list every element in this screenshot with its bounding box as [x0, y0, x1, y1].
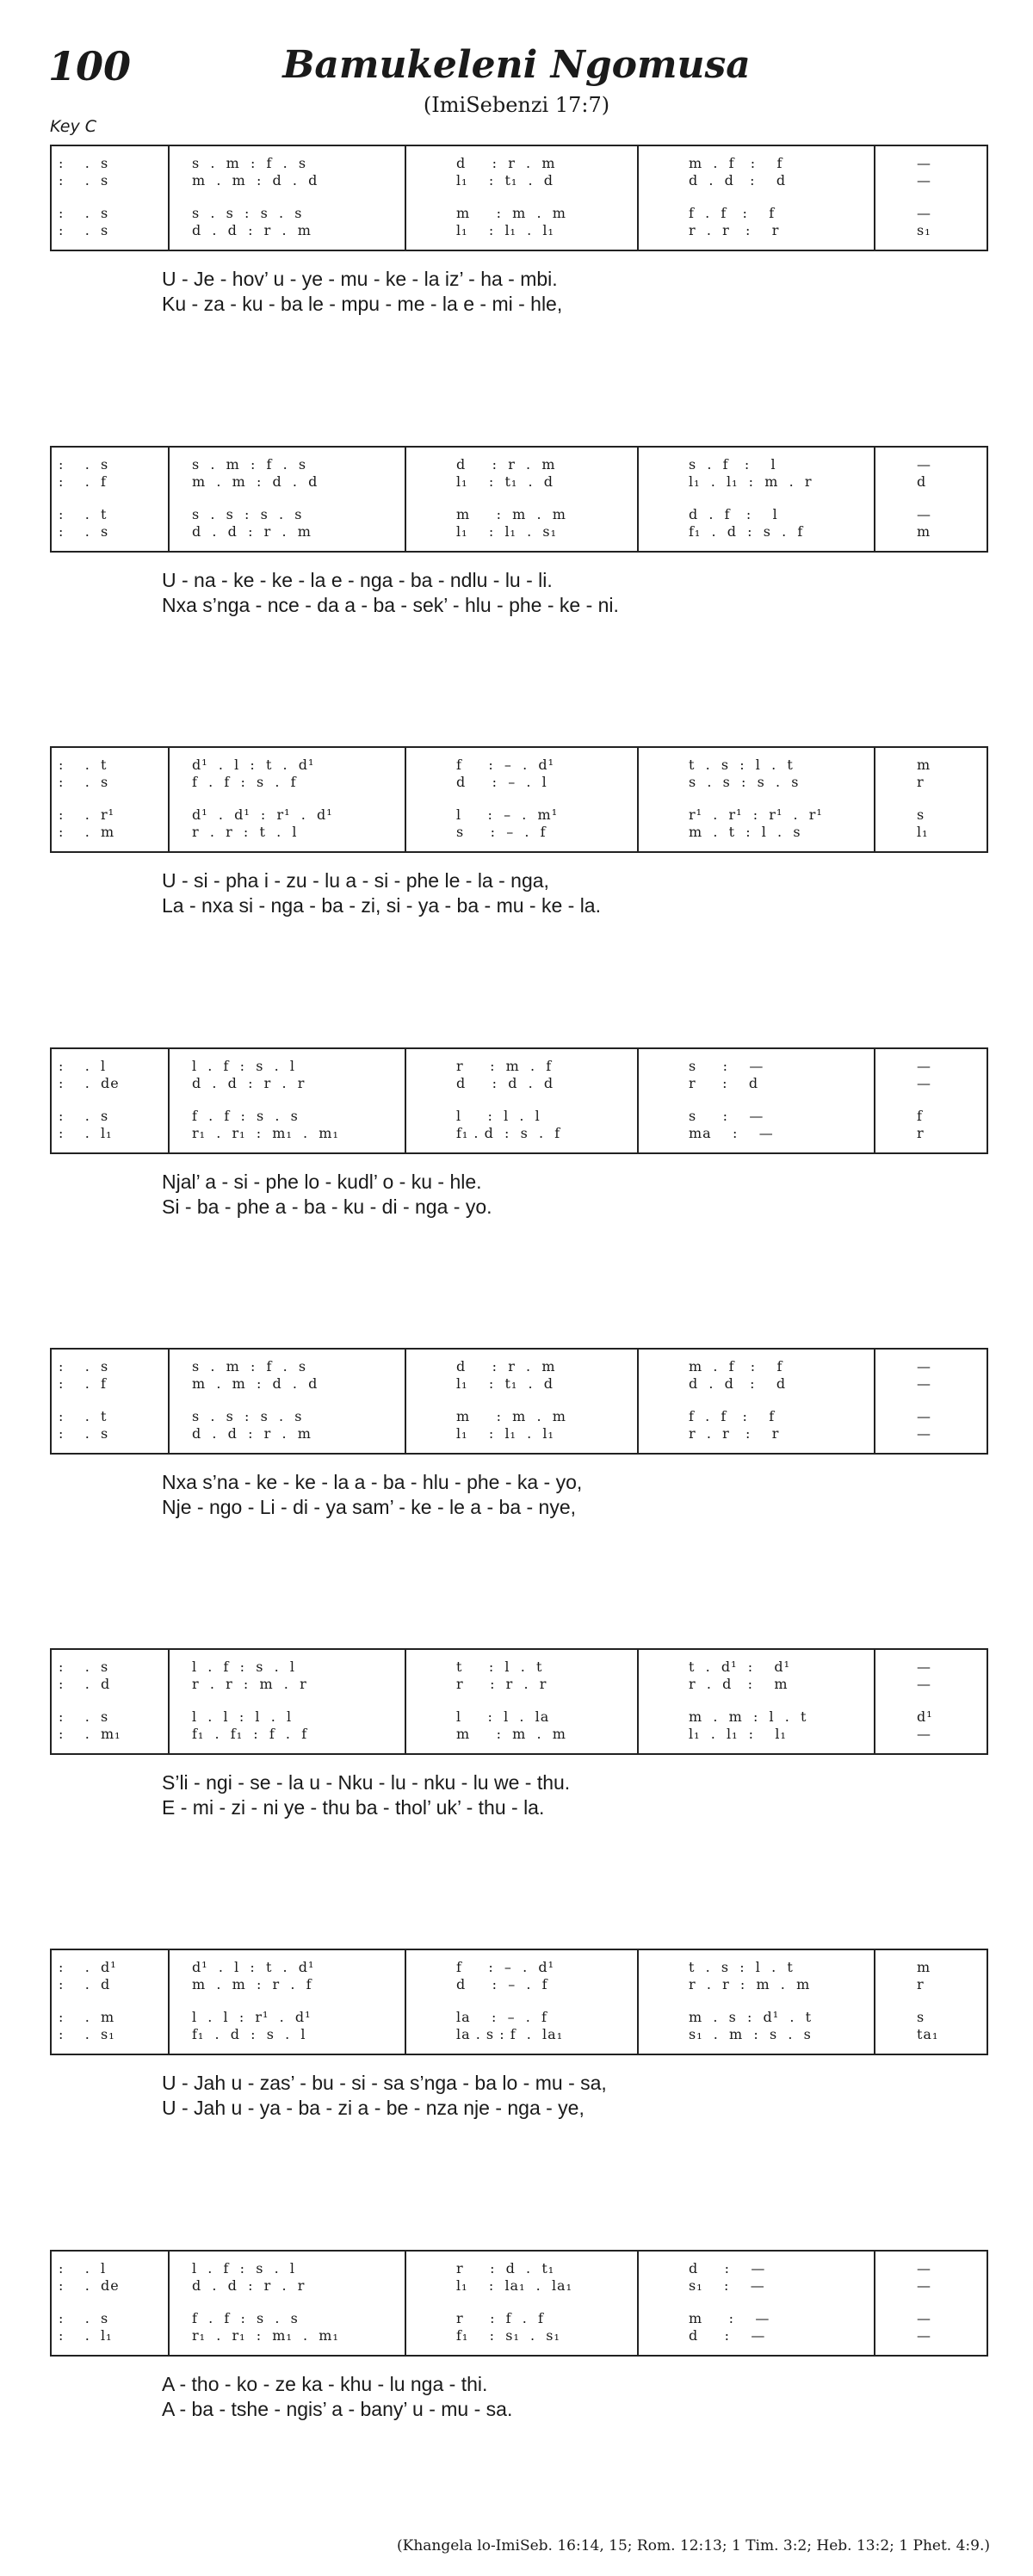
solfa-measure: : . t [59, 757, 108, 773]
solfa-measure: d : – . f [456, 1976, 548, 1992]
solfa-measure: — [917, 2277, 931, 2294]
solfa-measure: — [917, 1726, 931, 1742]
solfa-measure: — [917, 205, 931, 221]
solfa-measure: d . d : d [689, 1375, 787, 1392]
solfa-measure: : . f [59, 473, 107, 490]
solfa-measure: s . m : f . s [192, 1358, 307, 1374]
solfa-staff [50, 446, 988, 553]
solfa-measure: la . s : f . la₁ [456, 2026, 564, 2042]
solfa-measure: — [917, 1676, 931, 1692]
solfa-measure: : . s [59, 1708, 109, 1725]
solfa-measure: m . m : d . d [192, 1375, 319, 1392]
solfa-measure: l . f : s . l [192, 2260, 295, 2276]
solfa-measure: m : m . m [456, 506, 566, 522]
solfa-measure: : . m₁ [59, 1726, 121, 1742]
solfa-measure: l₁ : l₁ . l₁ [456, 1425, 554, 1442]
solfa-measure: d . f : l [689, 506, 778, 522]
solfa-measure: d . d : r . r [192, 2277, 306, 2294]
voice-row [52, 1425, 987, 1442]
voice-row [52, 506, 987, 523]
solfa-measure: — [917, 506, 931, 522]
music-system [50, 145, 988, 317]
solfa-measure: : . l [59, 1058, 107, 1074]
solfa-measure: : . de [59, 1075, 120, 1091]
voice-row [52, 1976, 987, 1993]
solfa-measure: l₁ : l₁ . s₁ [456, 523, 558, 540]
solfa-measure: — [917, 2327, 931, 2344]
solfa-measure: : . r¹ [59, 806, 115, 823]
solfa-measure: : . s [59, 222, 109, 238]
solfa-measure: f . f : f [689, 1408, 776, 1424]
voice-row [52, 205, 987, 222]
solfa-measure: : . s [59, 1425, 109, 1442]
solfa-measure: r . r : m . m [689, 1976, 811, 1992]
solfa-staff [50, 1949, 988, 2055]
solfa-measure: r₁ . r₁ : m₁ . m₁ [192, 2327, 339, 2344]
solfa-measure: f : – . d¹ [456, 757, 554, 773]
solfa-measure: — [917, 1058, 931, 1074]
solfa-measure: : . l₁ [59, 2327, 113, 2344]
lyric-line: Nxa s’na - ke - ke - la a - ba - hlu - phe - ka - yo, [162, 1471, 583, 1493]
solfa-measure: — [917, 1408, 931, 1424]
lyric-line: E - mi - zi - ni ye - thu ba - thol’ uk’ - thu - la. [162, 1796, 545, 1819]
voice-row [52, 2260, 987, 2277]
music-system [50, 1949, 988, 2121]
lyrics [50, 1770, 988, 1820]
solfa-staff [50, 2250, 988, 2357]
voice-row [52, 172, 987, 189]
voice-row [52, 1726, 987, 1743]
solfa-measure: s : — [689, 1058, 764, 1074]
solfa-measure: d . d : r . m [192, 1425, 312, 1442]
solfa-measure: s . s : s . s [192, 1408, 303, 1424]
lyric-line: Njal’ a - si - phe lo - kudl’ o - ku - hle. [162, 1171, 482, 1193]
music-system [50, 446, 988, 618]
solfa-measure: d : — [689, 2260, 766, 2276]
voice-row [52, 1058, 987, 1075]
solfa-measure: r : r . r [456, 1676, 547, 1692]
solfa-measure: t . d¹ : d¹ [689, 1659, 791, 1675]
voice-row [52, 1708, 987, 1726]
solfa-measure: l₁ [917, 824, 929, 840]
key-signature: Key C [50, 117, 97, 136]
voice-row [52, 1375, 987, 1393]
solfa-measure: f₁ . d : s . f [456, 1125, 561, 1141]
solfa-measure: — [917, 456, 931, 473]
solfa-measure: m : m . m [456, 1408, 566, 1424]
solfa-measure: ma : — [689, 1125, 774, 1141]
music-system [50, 2250, 988, 2422]
solfa-measure: : . d¹ [59, 1959, 117, 1975]
solfa-measure: d : r . m [456, 155, 556, 171]
solfa-measure: d . d : r . r [192, 1075, 306, 1091]
voice-row [52, 1125, 987, 1142]
solfa-measure: : . t [59, 1408, 108, 1424]
voice-row [52, 824, 987, 841]
solfa-measure: : . s [59, 1358, 109, 1374]
solfa-staff [50, 1047, 988, 1154]
solfa-measure: r : d [689, 1075, 759, 1091]
voice-row [52, 1358, 987, 1375]
solfa-measure: : . s [59, 774, 109, 790]
solfa-measure: d . d : r . m [192, 523, 312, 540]
solfa-measure: d . d : r . m [192, 222, 312, 238]
voice-row [52, 757, 987, 774]
lyrics [50, 1470, 988, 1520]
solfa-measure: — [917, 2310, 931, 2326]
voice-row [52, 774, 987, 791]
solfa-measure: f . f : f [689, 205, 776, 221]
solfa-measure: f₁ : s₁ . s₁ [456, 2327, 560, 2344]
solfa-staff [50, 1348, 988, 1455]
solfa-measure: t : l . t [456, 1659, 543, 1675]
voice-row [52, 1075, 987, 1092]
lyrics [50, 267, 988, 317]
solfa-measure: d¹ . l : t . d¹ [192, 757, 315, 773]
solfa-measure: — [917, 1375, 931, 1392]
voice-row [52, 1676, 987, 1693]
solfa-measure: r [917, 774, 925, 790]
lyric-line: La - nxa si - nga - ba - zi, si - ya - ba - mu - ke - la. [162, 894, 601, 917]
cross-references: (Khangela lo-ImiSeb. 16:14, 15; Rom. 12:13; 1 Tim. 3:2; Heb. 13:2; 1 Phet. 4:9.) [396, 2537, 990, 2554]
solfa-measure: : . s [59, 1659, 109, 1675]
solfa-measure: : . s [59, 155, 109, 171]
solfa-measure: d : d . d [456, 1075, 554, 1091]
lyric-line: Nxa s’nga - nce - da a - ba - sek’ - hlu - phe - ke - ni. [162, 594, 619, 616]
solfa-measure: : . de [59, 2277, 120, 2294]
solfa-measure: : . s₁ [59, 2026, 115, 2042]
solfa-measure: f [917, 1108, 923, 1124]
lyric-line: U - Je - hov’ u - ye - mu - ke - la iz’ - ha - mbi. [162, 268, 558, 290]
lyric-line: U - si - pha i - zu - lu a - si - phe le - la - nga, [162, 869, 549, 892]
solfa-measure: — [917, 1659, 931, 1675]
solfa-measure: l : l . l [456, 1108, 541, 1124]
solfa-measure: — [917, 172, 931, 188]
voice-row [52, 806, 987, 824]
solfa-measure: d : — [689, 2327, 766, 2344]
solfa-measure: d : r . m [456, 1358, 556, 1374]
solfa-measure: l : l . la [456, 1708, 550, 1725]
solfa-measure: t . s : l . t [689, 1959, 794, 1975]
hymn-title: Bamukeleni Ngomusa [282, 43, 751, 87]
solfa-measure: m : m . m [456, 205, 566, 221]
lyric-line: U - na - ke - ke - la e - nga - ba - ndlu - lu - li. [162, 569, 553, 591]
solfa-measure: s . f : l [689, 456, 776, 473]
music-system [50, 1047, 988, 1220]
solfa-measure: d¹ . l : t . d¹ [192, 1959, 315, 1975]
solfa-measure: d¹ . d¹ : r¹ . d¹ [192, 806, 333, 823]
solfa-measure: r : f . f [456, 2310, 544, 2326]
lyrics [50, 568, 988, 618]
voice-row [52, 1959, 987, 1976]
solfa-measure: r . d : m [689, 1676, 789, 1692]
solfa-staff [50, 145, 988, 251]
voice-row [52, 155, 987, 172]
solfa-measure: : . s [59, 456, 109, 473]
solfa-measure: s₁ . m : s . s [689, 2026, 812, 2042]
solfa-measure: : . t [59, 506, 108, 522]
music-system [50, 1648, 988, 1820]
solfa-measure: : . m [59, 2009, 115, 2025]
solfa-measure: m . s : d¹ . t [689, 2009, 813, 2025]
solfa-measure: — [917, 2260, 931, 2276]
solfa-measure: m . m : l . t [689, 1708, 807, 1725]
lyrics [50, 1170, 988, 1220]
hymn-number: 100 [48, 43, 132, 90]
voice-row [52, 1659, 987, 1676]
solfa-measure: t . s : l . t [689, 757, 794, 773]
solfa-measure: f . f : s . s [192, 1108, 299, 1124]
voice-row [52, 2277, 987, 2295]
solfa-measure: m . f : f [689, 155, 783, 171]
solfa-measure: f₁ . d : s . f [689, 523, 804, 540]
lyrics [50, 868, 988, 918]
solfa-measure: : . d [59, 1976, 111, 1992]
solfa-measure: s₁ : — [689, 2277, 765, 2294]
solfa-measure: l₁ . l₁ : m . r [689, 473, 813, 490]
solfa-measure: l₁ : t₁ . d [456, 473, 554, 490]
solfa-measure: m . f : f [689, 1358, 783, 1374]
solfa-measure: m : m . m [456, 1726, 566, 1742]
solfa-measure: l . f : s . l [192, 1659, 295, 1675]
solfa-measure: : . s [59, 205, 109, 221]
solfa-measure: : . s [59, 2310, 109, 2326]
solfa-measure: r [917, 1125, 925, 1141]
solfa-measure: : . s [59, 523, 109, 540]
voice-row [52, 2026, 987, 2043]
solfa-measure: : . d [59, 1676, 111, 1692]
solfa-measure: d [917, 473, 927, 490]
solfa-measure: l . l : r¹ . d¹ [192, 2009, 312, 2025]
solfa-measure: d : r . m [456, 456, 556, 473]
voice-row [52, 523, 987, 541]
voice-row [52, 1408, 987, 1425]
voice-row [52, 222, 987, 239]
solfa-measure: s . m : f . s [192, 155, 307, 171]
solfa-staff [50, 1648, 988, 1755]
solfa-measure: m [917, 757, 931, 773]
solfa-measure: la : – . f [456, 2009, 547, 2025]
solfa-measure: s . s : s . s [192, 506, 303, 522]
solfa-measure: s . s : s . s [192, 205, 303, 221]
solfa-measure: l . l : l . l [192, 1708, 293, 1725]
solfa-measure: r : m . f [456, 1058, 553, 1074]
solfa-measure: : . l [59, 2260, 107, 2276]
voice-row [52, 2009, 987, 2026]
solfa-measure: d : – . l [456, 774, 547, 790]
solfa-measure: s [917, 2009, 925, 2025]
lyric-line: U - Jah u - zas’ - bu - si - sa s’nga - ba lo - mu - sa, [162, 2072, 607, 2094]
solfa-measure: — [917, 1075, 931, 1091]
voice-row [52, 456, 987, 473]
solfa-measure: l : – . m¹ [456, 806, 559, 823]
lyric-line: S’li - ngi - se - la u - Nku - lu - nku - lu we - thu. [162, 1771, 571, 1794]
solfa-measure: m . m : r . f [192, 1976, 312, 1992]
solfa-measure: r . r : t . l [192, 824, 298, 840]
solfa-measure: — [917, 155, 931, 171]
music-system [50, 1348, 988, 1520]
voice-row [52, 473, 987, 491]
lyrics [50, 2372, 988, 2422]
solfa-measure: m [917, 1959, 931, 1975]
scripture-reference: (ImiSebenzi 17:7) [423, 93, 610, 117]
lyric-line: Si - ba - phe a - ba - ku - di - nga - yo. [162, 1195, 492, 1218]
lyric-line: A - tho - ko - ze ka - khu - lu nga - thi. [162, 2373, 488, 2395]
solfa-measure: f₁ . f₁ : f . f [192, 1726, 308, 1742]
solfa-measure: : . m [59, 824, 115, 840]
solfa-measure: r : d . t₁ [456, 2260, 555, 2276]
solfa-measure: m . m : d . d [192, 172, 319, 188]
lyric-line: A - ba - tshe - ngis’ a - bany’ u - mu - sa. [162, 2398, 513, 2420]
solfa-measure: l₁ . l₁ : l₁ [689, 1726, 787, 1742]
solfa-measure: r₁ . r₁ : m₁ . m₁ [192, 1125, 339, 1141]
solfa-staff [50, 746, 988, 853]
solfa-measure: : . l₁ [59, 1125, 113, 1141]
solfa-measure: d¹ [917, 1708, 933, 1725]
lyrics [50, 2071, 988, 2121]
voice-row [52, 2327, 987, 2344]
solfa-measure: l₁ : t₁ . d [456, 172, 554, 188]
solfa-measure: l . f : s . l [192, 1058, 295, 1074]
solfa-measure: l₁ : l₁ . l₁ [456, 222, 554, 238]
lyric-line: U - Jah u - ya - ba - zi a - be - nza nje - nga - ye, [162, 2097, 585, 2119]
solfa-measure: r . r : r [689, 1425, 780, 1442]
solfa-measure: s . m : f . s [192, 456, 307, 473]
solfa-measure: r [917, 1976, 925, 1992]
solfa-measure: — [917, 1425, 931, 1442]
solfa-measure: f : – . d¹ [456, 1959, 554, 1975]
solfa-measure: m . m : d . d [192, 473, 319, 490]
voice-row [52, 1108, 987, 1125]
music-system [50, 746, 988, 918]
solfa-measure: : . s [59, 1108, 109, 1124]
solfa-measure: s : — [689, 1108, 764, 1124]
solfa-measure: f₁ . d : s . l [192, 2026, 306, 2042]
lyric-line: Nje - ngo - Li - di - ya sam’ - ke - le a - ba - nye, [162, 1496, 577, 1518]
voice-row [52, 2310, 987, 2327]
solfa-measure: d . d : d [689, 172, 787, 188]
solfa-measure: f . f : s . s [192, 2310, 299, 2326]
solfa-measure: r . r : r [689, 222, 780, 238]
solfa-measure: s . s : s . s [689, 774, 800, 790]
solfa-measure: : . f [59, 1375, 107, 1392]
solfa-measure: m [917, 523, 931, 540]
solfa-measure: l₁ : t₁ . d [456, 1375, 554, 1392]
solfa-measure: s₁ [917, 222, 931, 238]
solfa-measure: s : – . f [456, 824, 547, 840]
solfa-measure: s [917, 806, 925, 823]
solfa-measure: m : — [689, 2310, 770, 2326]
solfa-measure: r . r : m . r [192, 1676, 307, 1692]
solfa-measure: f . f : s . f [192, 774, 297, 790]
solfa-measure: ta₁ [917, 2026, 939, 2042]
solfa-measure: : . s [59, 172, 109, 188]
solfa-measure: m . t : l . s [689, 824, 801, 840]
solfa-measure: — [917, 1358, 931, 1374]
lyric-line: Ku - za - ku - ba le - mpu - me - la e - mi - hle, [162, 293, 563, 315]
solfa-measure: r¹ . r¹ : r¹ . r¹ [689, 806, 823, 823]
solfa-measure: l₁ : la₁ . la₁ [456, 2277, 573, 2294]
